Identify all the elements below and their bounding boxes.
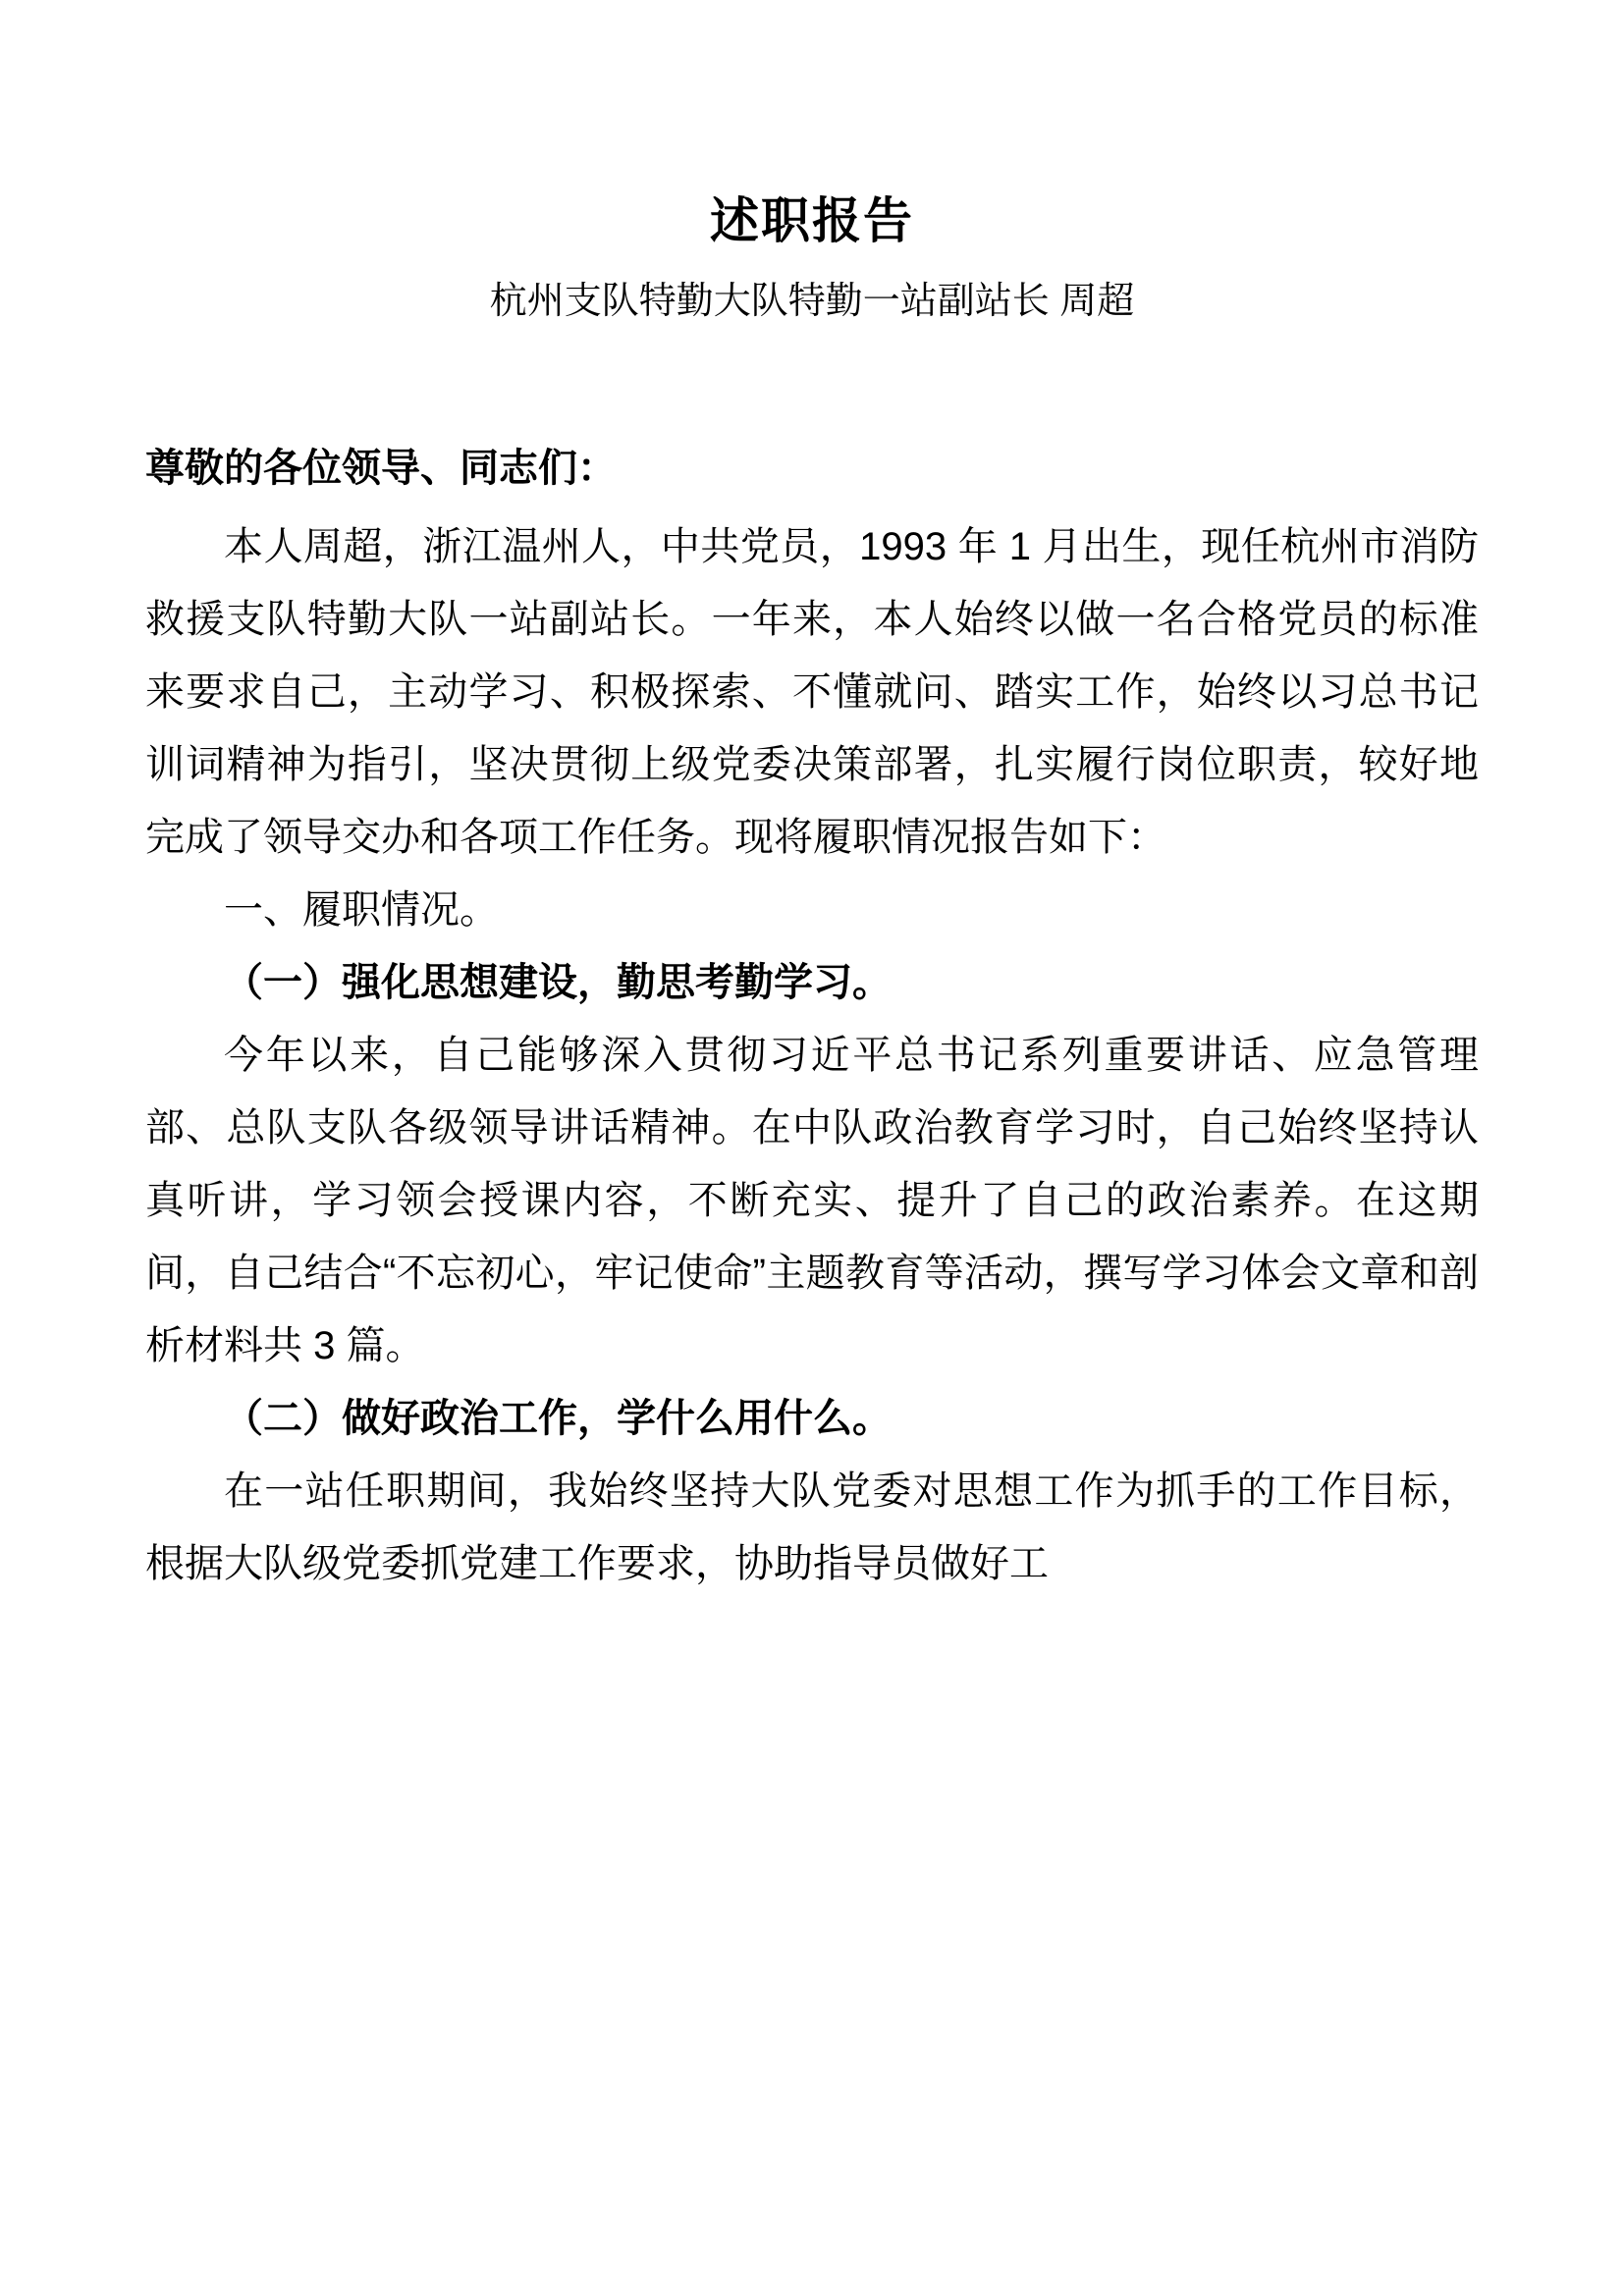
document-subtitle: 杭州支队特勤大队特勤一站副站长 周超 <box>489 281 1135 322</box>
subsection-heading-1: （一）强化思想建设，勤思考勤学习。 <box>224 961 892 1004</box>
subsection-body-2: 在一站任职期间，我始终坚持大队党委对思想工作为抓手的工作目标，根据大队级党委抓党建工作要求，协助指导员做好工 <box>145 1469 1479 1585</box>
salutation-line: 尊敬的各位领导、同志们： <box>145 447 617 490</box>
document-title: 述职报告 <box>710 193 914 248</box>
subsection-body-1: 今年以来，自己能够深入贯彻习近平总书记系列重要讲话、应急管理部、总队支队各级领导讲话精神。在中队政治教育学习时，自己始终坚持认真听讲，学习领会授课内容，不断充实、提升了自己的政治素养。在这期间，自己结合“不忘初心，牢记使命”主题教育等活动，撰写学习体会文章和剖析材料共 3 篇。 <box>145 1034 1479 1367</box>
subsection-heading-2: （二）做好政治工作，学什么用什么。 <box>224 1397 892 1440</box>
section-heading-1: 一、履职情况。 <box>224 888 499 932</box>
intro-paragraph: 本人周超，浙江温州人，中共党员，1993 年 1 月出生，现任杭州市消防救援支队特勤大队一站副站长。一年来，本人始终以做一名合格党员的标准来要求自己，主动学习、积极探索、不懂就问、踏实工作，始终以习总书记训词精神为指引，坚决贯彻上级党委决策部署，扎实履行岗位职责，较好地完成了领导交办和各项工作任务。现将履职情况报告如下： <box>145 525 1479 859</box>
